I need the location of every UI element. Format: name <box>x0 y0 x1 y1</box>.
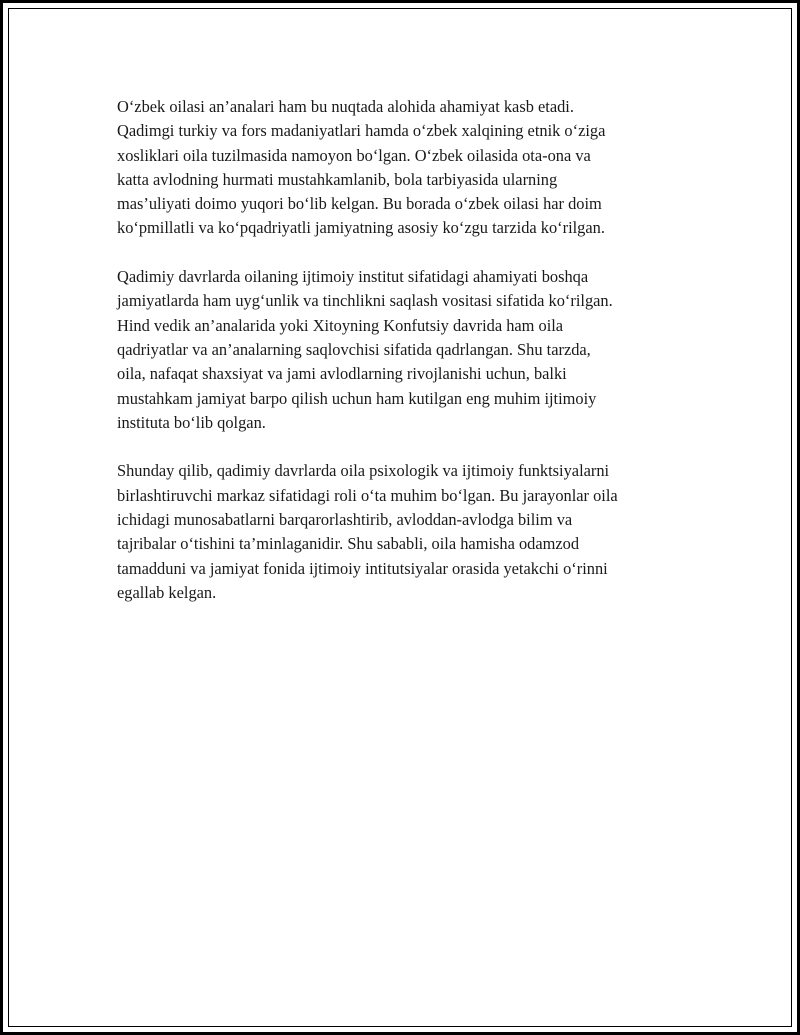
text-line: mustahkam jamiyat barpo qilish uchun ham kutilgan eng muhim ijtimoiy <box>117 388 597 408</box>
text-line: Qadimgi turkiy va fors madaniyatlari hamda o‘zbek xalqining etnik o‘ziga <box>117 121 606 141</box>
text-line: katta avlodning hurmati mustahkamlanib, bola tarbiyasida ularning <box>117 169 558 189</box>
text-line: mas’uliyati doimo yuqori bo‘lib kelgan. Bu borada o‘zbek oilasi har doim <box>117 194 602 214</box>
text-line: ko‘pmillatli va ko‘pqadriyatli jamiyatning asosiy ko‘zgu tarzida ko‘rilgan. <box>117 218 605 238</box>
text-line: tajribalar o‘tishini ta’minlaganidir. Shu sababli, oila hamisha odamzod <box>117 534 580 554</box>
text-line: Hind vedik an’analarida yoki Xitoyning Konfutsiy davrida ham oila <box>117 315 564 335</box>
paragraph-2 <box>117 265 697 435</box>
text-line: egallab kelgan. <box>117 582 217 602</box>
text-line: tamadduni va jamiyat fonida ijtimoiy intitutsiyalar orasida yetakchi o‘rinni <box>117 558 608 578</box>
text-line: birlashtiruvchi markaz sifatidagi roli o‘ta muhim bo‘lgan. Bu jarayonlar oila <box>117 485 618 505</box>
text-line: qadriyatlar va an’analarning saqlovchisi sifatida qadrlangan. Shu tarzda, <box>117 339 591 359</box>
text-line: jamiyatlarda ham uyg‘unlik va tinchlikni saqlash vositasi sifatida ko‘rilgan. <box>117 291 613 311</box>
text-line: instituta bo‘lib qolgan. <box>117 412 266 432</box>
text-line: oila, nafaqat shaxsiyat va jami avlodlarning rivojlanishi uchun, balki <box>117 364 567 384</box>
text-line: ichidagi munosabatlarni barqarorlashtirib, avloddan-avlodga bilim va <box>117 510 573 530</box>
paragraph-1 <box>117 95 697 241</box>
paragraph-3 <box>117 459 697 605</box>
text-line: Shunday qilib, qadimiy davrlarda oila psixologik va ijtimoiy funktsiyalarni <box>117 461 610 481</box>
text-line: Qadimiy davrlarda oilaning ijtimoiy institut sifatidagi ahamiyati boshqa <box>117 267 589 287</box>
document-body <box>117 95 697 630</box>
text-line: xosliklari oila tuzilmasida namoyon bo‘lgan. O‘zbek oilasida ota-ona va <box>117 145 591 165</box>
text-line: O‘zbek oilasi an’analari ham bu nuqtada alohida ahamiyat kasb etadi. <box>117 97 574 116</box>
